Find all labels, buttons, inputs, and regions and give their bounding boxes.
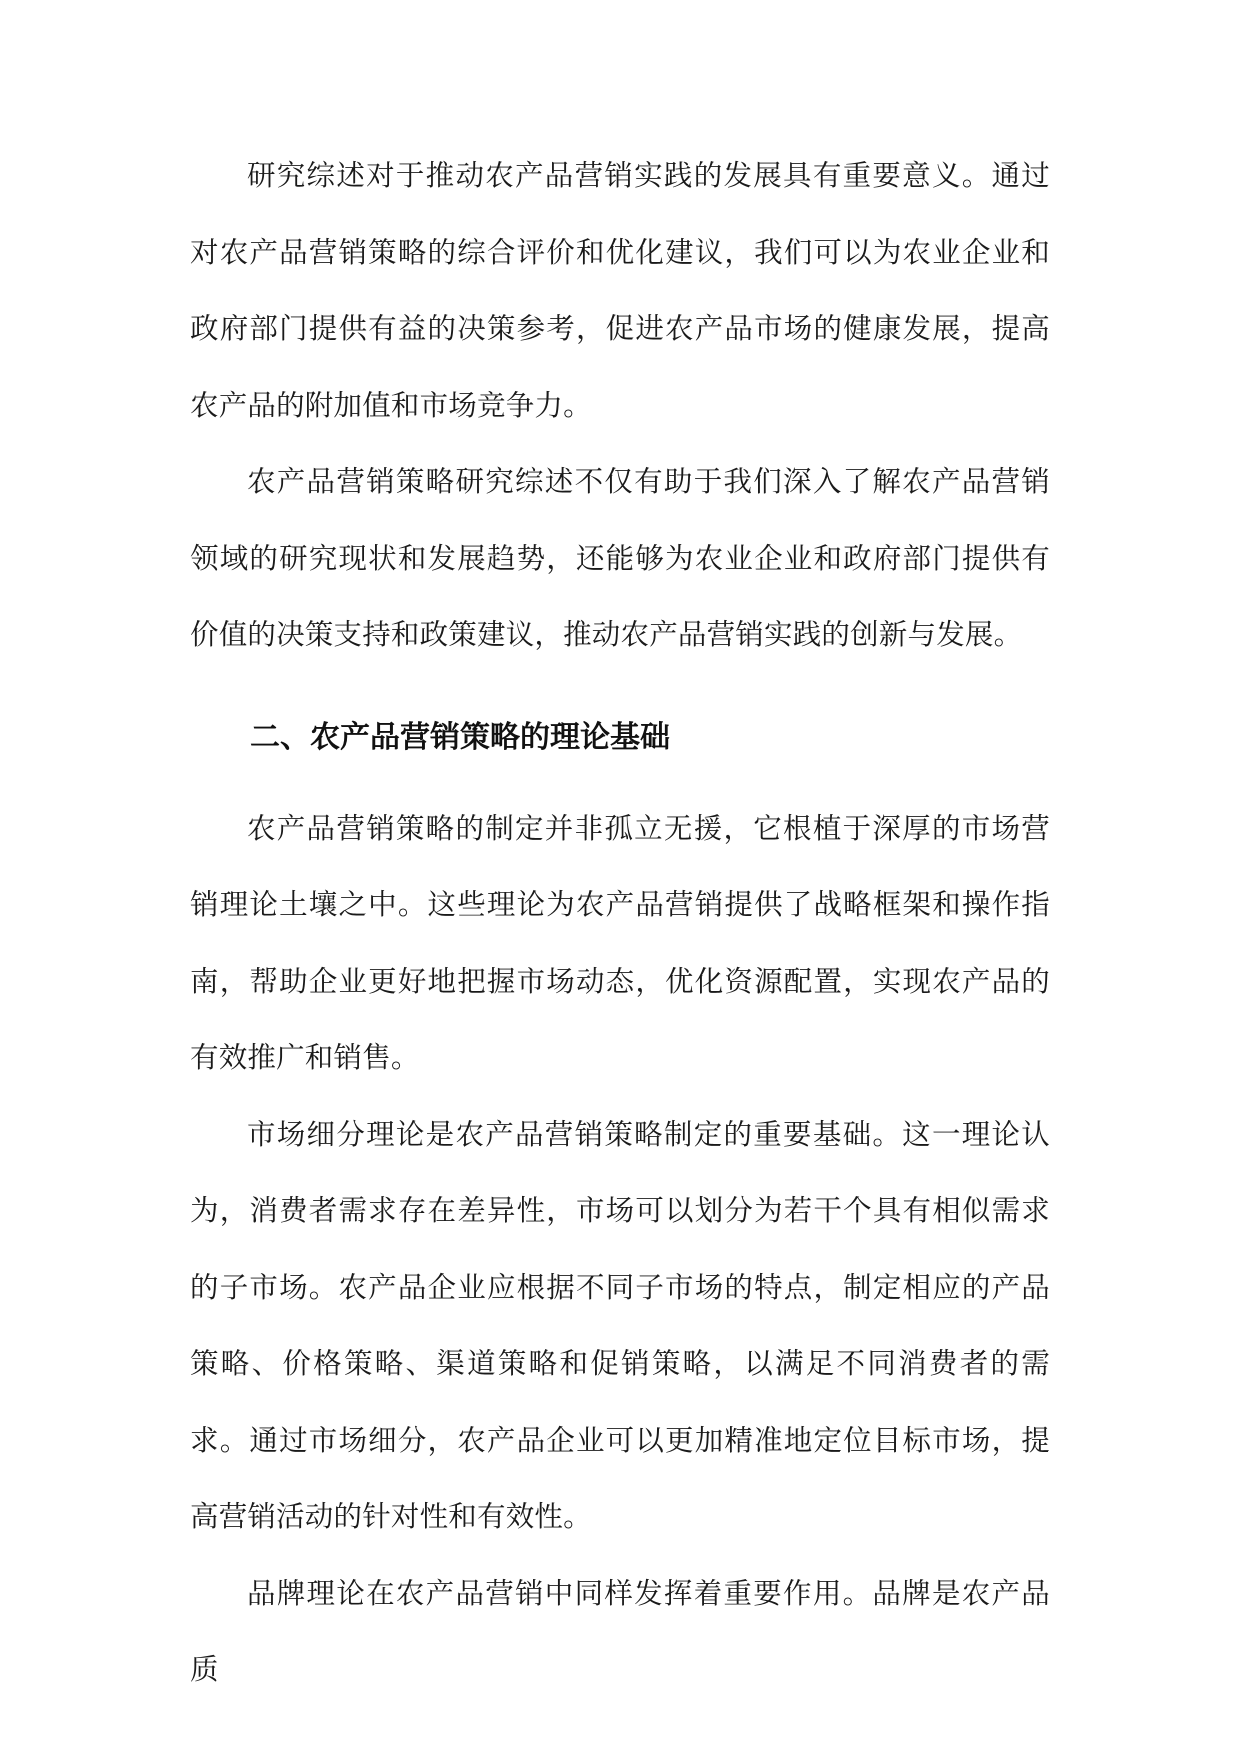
paragraph: 市场细分理论是农产品营销策略制定的重要基础。这一理论认为，消费者需求存在差异性，市场可以划分为若干个具有相似需求的子市场。农产品企业应根据不同子市场的特点，制定相应的产品策略、价格策略、渠道策略和促销策略，以满足不同消费者的需求。通过市场细分，农产品企业可以更加精准地定位目标市场，提高营销活动的针对性和有效性。: [190, 1117, 1050, 1533]
paragraph: 研究综述对于推动农产品营销实践的发展具有重要意义。通过对农产品营销策略的综合评价和优化建议，我们可以为农业企业和政府部门提供有益的决策参考，促进农产品市场的健康发展，提高农产品的附加值和市场竞争力。: [190, 159, 1050, 422]
paragraph: 农产品营销策略的制定并非孤立无援，它根植于深厚的市场营销理论土壤之中。这些理论为农产品营销提供了战略框架和操作指南，帮助企业更好地把握市场动态，优化资源配置，实现农产品的有效推广和销售。: [190, 811, 1050, 1074]
paragraph: 品牌理论在农产品营销中同样发挥着重要作用。品牌是农产品质: [190, 1576, 1050, 1686]
document-body: [190, 138, 1050, 1709]
paragraph: 农产品营销策略研究综述不仅有助于我们深入了解农产品营销领域的研究现状和发展趋势，还能够为农业企业和政府部门提供有价值的决策支持和政策建议，推动农产品营销实践的创新与发展。: [190, 465, 1050, 651]
section-heading: 二、农产品营销策略的理论基础: [250, 719, 670, 755]
